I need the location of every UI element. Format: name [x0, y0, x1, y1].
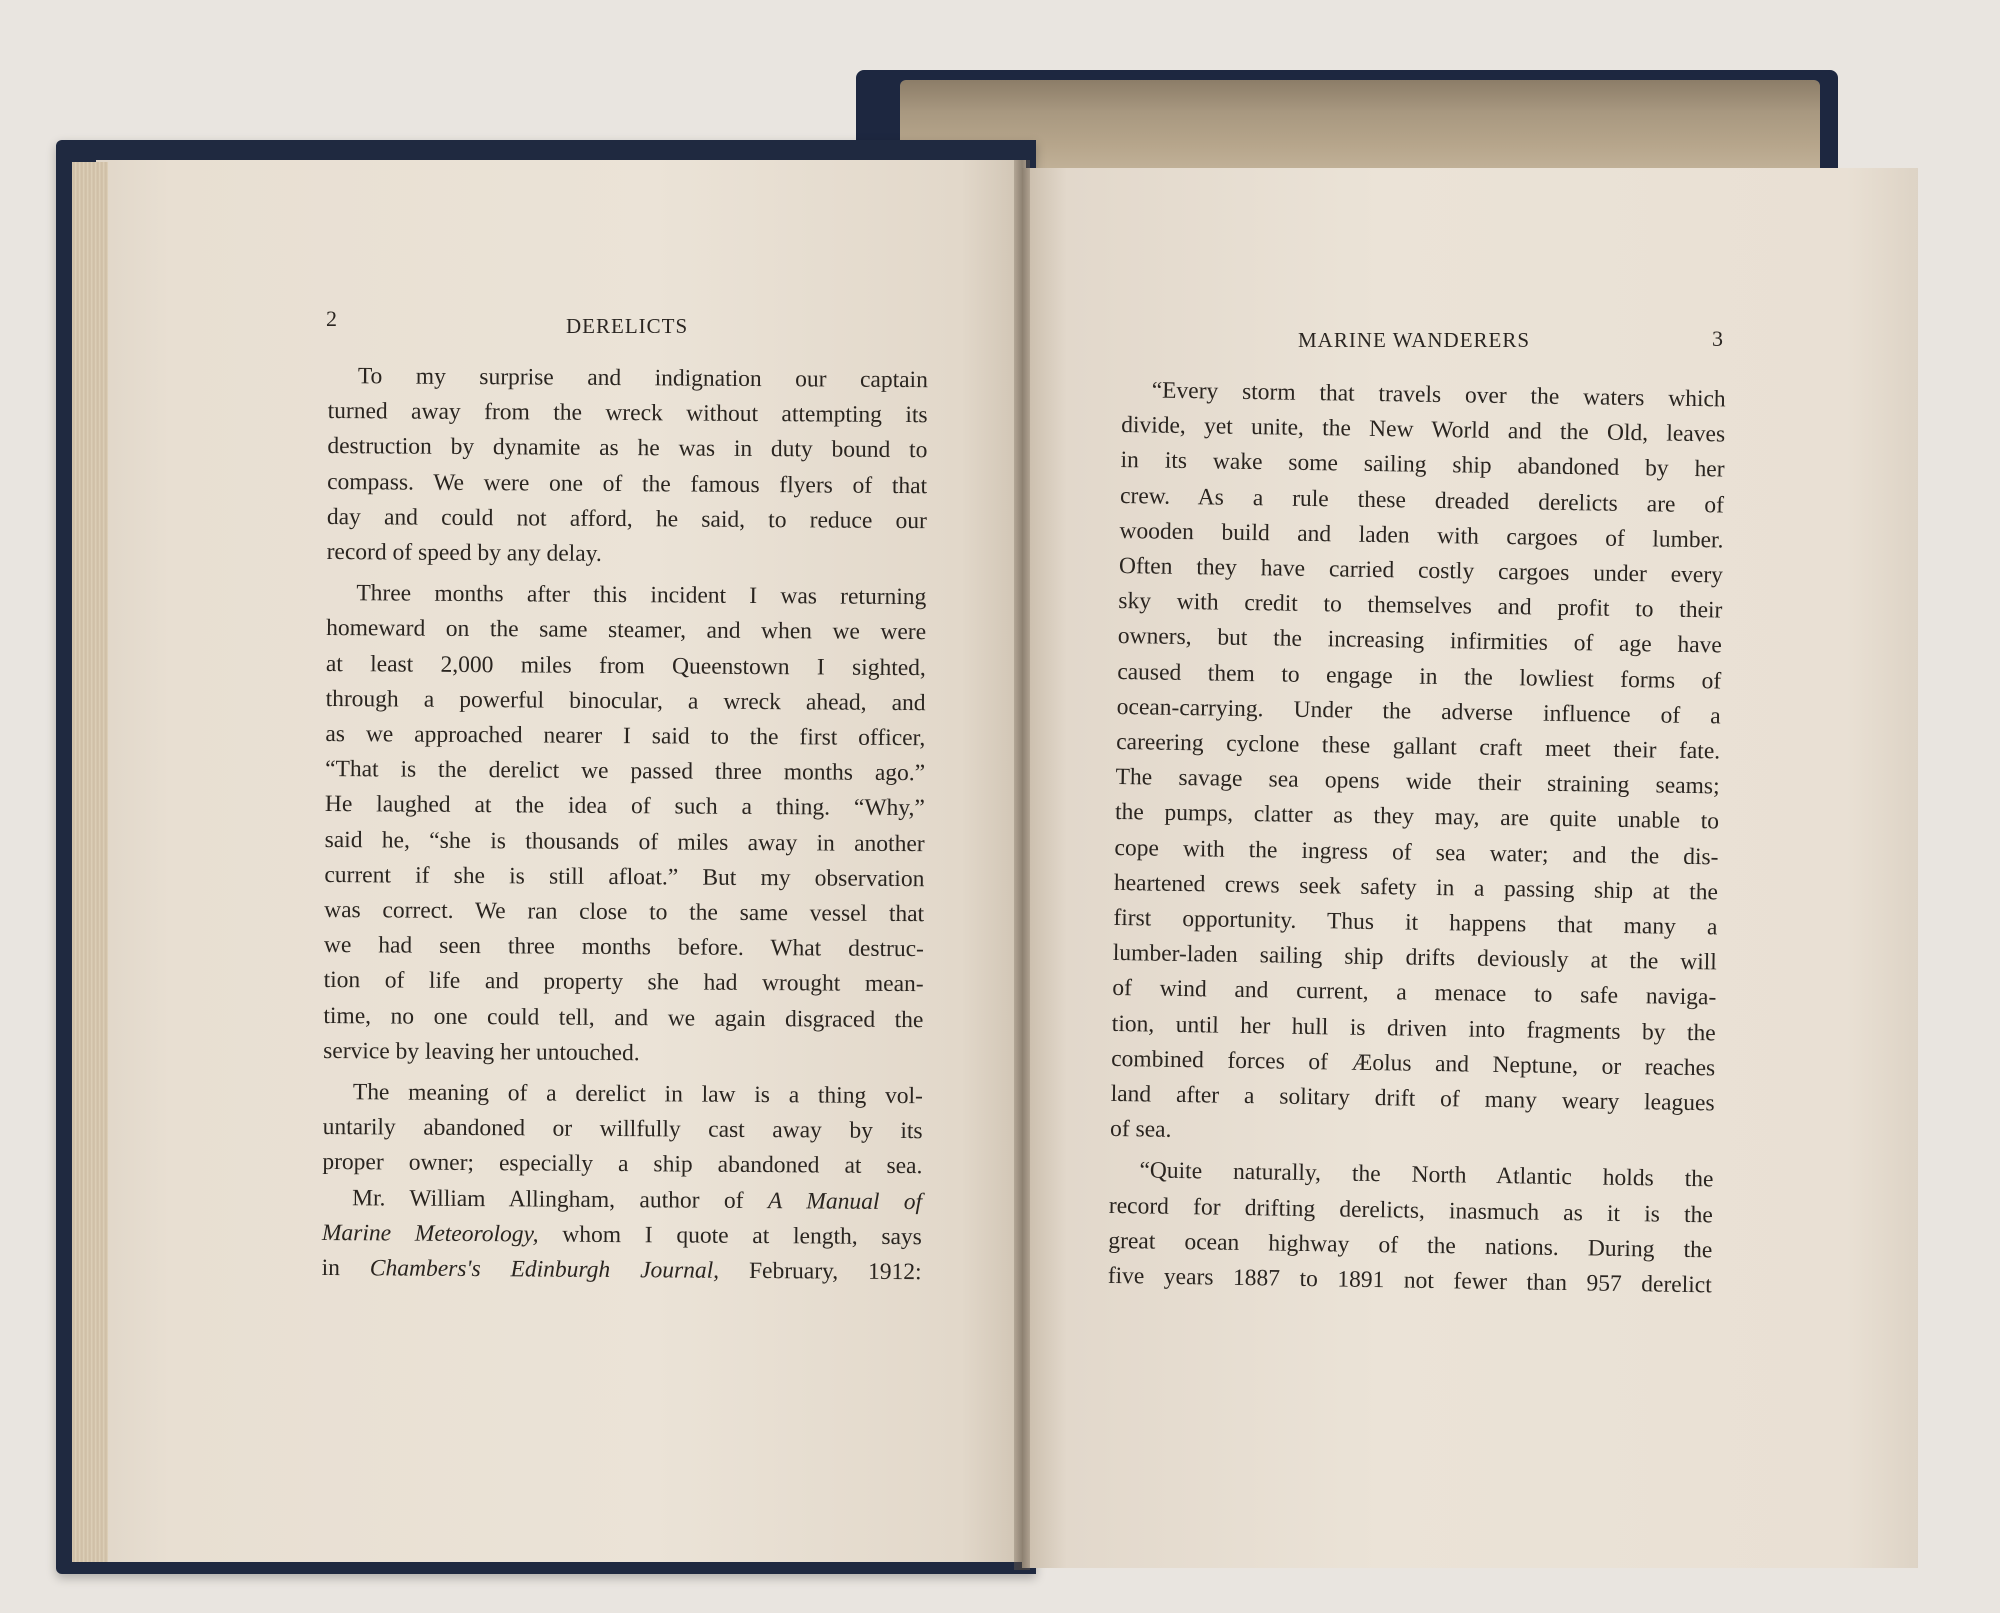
- text-run: first opportunity. Thus it happens that many a: [1113, 904, 1718, 941]
- text-line: [324, 928, 924, 967]
- left-running-head: DERELICTS: [566, 314, 689, 338]
- text-line: [325, 823, 925, 862]
- left-page-number: 2: [326, 306, 337, 331]
- text-line: [324, 963, 924, 1002]
- text-run: sky with credit to themselves and profit to their: [1118, 588, 1723, 624]
- text-run: land after a solitary drift of many weary leagues: [1110, 1080, 1715, 1117]
- text-line: [325, 787, 925, 826]
- book-gutter: [1014, 160, 1030, 1570]
- text-run: day and could not afford, he said, to reduce our: [326, 503, 927, 534]
- text-run: wooden build and laden with cargoes of lumber.: [1119, 517, 1724, 554]
- text-run: in its wake some sailing ship abandoned by her: [1120, 447, 1725, 483]
- text-run: of sea.: [1109, 1116, 1172, 1144]
- text-line: [323, 1075, 923, 1114]
- text-run: turned away from the wreck without attempting its: [327, 398, 928, 429]
- text-run: Mr. William Allingham, author of: [352, 1184, 769, 1214]
- text-line: [326, 647, 926, 686]
- text-run: at least 2,000 miles from Queenstown I sighted,: [325, 650, 926, 681]
- text-run: “Quite naturally, the North Atlantic holds the: [1139, 1157, 1714, 1193]
- text-run: whom I quote at length, says: [538, 1221, 922, 1251]
- text-line: [326, 682, 926, 721]
- text-line: [328, 394, 928, 433]
- italic-title: Chambers's Edinburgh Journal,: [369, 1255, 720, 1284]
- text-run: said he, “she is thousands of miles away in another: [324, 826, 925, 857]
- text-run: time, no one could tell, and we again disgraced the: [323, 1002, 924, 1033]
- italic-title: A Manual of: [767, 1187, 923, 1215]
- text-line: [322, 1251, 922, 1290]
- text-line: [327, 535, 927, 574]
- text-run: owners, but the increasing infirmities of age have: [1117, 623, 1722, 659]
- text-line: [327, 465, 927, 504]
- text-line: [326, 611, 926, 650]
- text-run: tion of life and property she had wrought mean-: [323, 967, 924, 998]
- text-line: [323, 999, 923, 1038]
- text-run: divide, yet unite, the New World and the Old, leaves: [1120, 412, 1726, 448]
- text-line: [327, 500, 927, 539]
- text-run: proper owner; especially a ship abandoned at sea.: [322, 1149, 923, 1180]
- text-run: as we approached nearer I said to the first officer,: [325, 721, 926, 752]
- page-block-top-edge: [900, 80, 1820, 172]
- text-run: lumber-laden sailing ship drifts deviously at the will: [1112, 940, 1718, 976]
- text-line: [325, 752, 925, 791]
- text-run: we had seen three months before. What destruc-: [323, 932, 924, 963]
- text-run: Often they have carried costly cargoes under every: [1118, 552, 1724, 589]
- text-run: compass. We were one of the famous flyers of that: [327, 468, 928, 499]
- text-run: cope with the ingress of sea water; and the dis-: [1114, 834, 1719, 871]
- text-run: record of speed by any delay.: [326, 539, 602, 567]
- left-page-edges: [72, 162, 108, 1562]
- text-run: Three months after this incident I was returning: [356, 580, 927, 611]
- text-run: the pumps, clatter as they may, are quite unable to: [1114, 799, 1720, 835]
- text-line: [328, 359, 928, 398]
- text-run: To my surprise and indignation our captain: [357, 363, 928, 394]
- text-run: destruction by dynamite as he was in duty bound to: [327, 433, 928, 464]
- text-run: He laughed at the idea of such a thing. “Why,”: [324, 791, 925, 822]
- text-line: [324, 893, 924, 932]
- text-run: record for drifting derelicts, inasmuch as it is the: [1108, 1192, 1714, 1229]
- text-run: was correct. We ran close to the same vessel that: [324, 897, 925, 928]
- text-run: “That is the derelict we passed three months ago.”: [325, 756, 926, 787]
- text-run: current if she is still afloat.” But my observation: [324, 861, 925, 893]
- text-run: The meaning of a derelict in law is a thing vol-: [352, 1079, 923, 1110]
- text-line: [324, 858, 924, 897]
- text-run: heartened crews seek safety in a passing ship at the: [1113, 869, 1719, 906]
- text-run: untarily abandoned or willfully cast away by its: [322, 1114, 923, 1145]
- text-line: [323, 1110, 923, 1149]
- text-run: homeward on the same steamer, and when we were: [326, 615, 927, 646]
- text-run: of wind and current, a menace to safe naviga-: [1112, 975, 1717, 1011]
- text-line: [323, 1034, 923, 1073]
- text-line: [322, 1145, 922, 1184]
- text-run: great ocean highway of the nations. During the: [1108, 1227, 1713, 1264]
- left-page-body-text: [322, 359, 928, 1290]
- text-run: careering cyclone these gallant craft meet their fate.: [1115, 728, 1721, 765]
- text-run: caused them to engage in the lowliest forms of: [1117, 658, 1722, 695]
- text-line: [325, 717, 925, 756]
- text-run: ocean-carrying. Under the adverse influence of a: [1116, 693, 1721, 730]
- text-run: “Every storm that travels over the waters which: [1151, 377, 1726, 413]
- text-line: [326, 576, 926, 615]
- text-run: in: [321, 1255, 370, 1282]
- text-run: The savage sea opens wide their straining seams;: [1115, 764, 1720, 800]
- italic-title: Marine Meteorology,: [321, 1219, 539, 1248]
- text-run: five years 1887 to 1891 not fewer than 957 derelict: [1107, 1262, 1712, 1299]
- text-run: tion, until her hull is driven into fragments by the: [1111, 1010, 1716, 1047]
- text-run: February, 1912:: [719, 1257, 922, 1286]
- text-run: service by leaving her untouched.: [323, 1037, 640, 1067]
- text-run: crew. As a rule these dreaded derelicts are of: [1119, 482, 1725, 519]
- right-running-head: MARINE WANDERERS: [1298, 328, 1531, 352]
- right-page-number: 3: [1712, 326, 1723, 351]
- text-run: through a powerful binocular, a wreck ahead, and: [325, 685, 926, 717]
- text-line: [327, 429, 927, 468]
- text-line: [322, 1181, 922, 1220]
- text-run: combined forces of Æolus and Neptune, or reaches: [1111, 1045, 1716, 1082]
- text-line: [322, 1216, 922, 1255]
- right-page-body-text: [1108, 373, 1726, 1304]
